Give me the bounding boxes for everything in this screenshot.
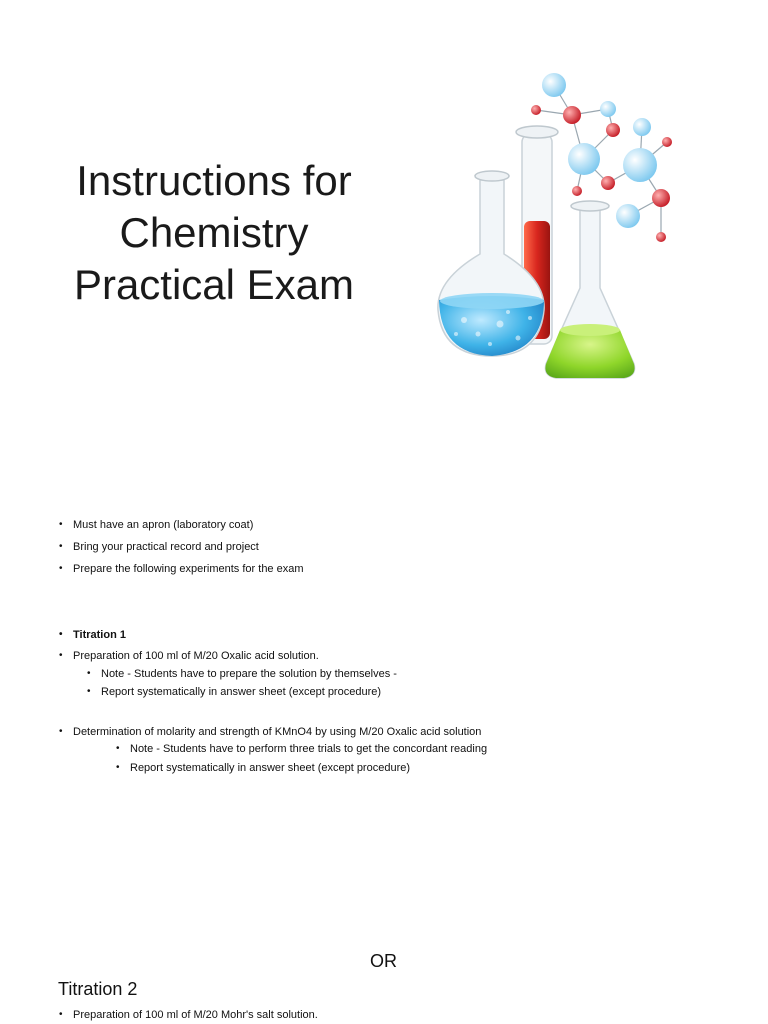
list-item: • Prepare the following experiments for the exam xyxy=(73,562,304,576)
list-item: • Preparation of 100 ml of M/20 Mohr's salt solution. xyxy=(73,1008,318,1022)
titration-2-heading: Titration 2 xyxy=(58,979,138,999)
list-item: • Report systematically in answer sheet (except procedure) xyxy=(101,685,381,699)
title-line-3: Practical Exam xyxy=(73,261,355,308)
page-title xyxy=(40,155,388,311)
title-line-1: Instructions for xyxy=(76,157,352,204)
list-item: • Must have an apron (laboratory coat) xyxy=(73,518,253,532)
chemistry-glassware-icon xyxy=(412,58,702,390)
list-item: • Note - Students have to perform three trials to get the concordant reading xyxy=(130,742,487,756)
list-item: • Determination of molarity and strength of KMnO4 by using M/20 Oxalic acid solution xyxy=(73,725,481,739)
titration-1-heading: • Titration 1 xyxy=(73,628,126,642)
list-item: • Preparation of 100 ml of M/20 Oxalic acid solution. xyxy=(73,649,319,663)
list-item: • Bring your practical record and project xyxy=(73,540,259,554)
list-item: • Note - Students have to prepare the solution by themselves - xyxy=(101,667,397,681)
list-item: • Report systematically in answer sheet (except procedure) xyxy=(130,761,410,775)
title-line-2: Chemistry xyxy=(119,209,309,256)
or-separator: OR xyxy=(370,951,397,971)
